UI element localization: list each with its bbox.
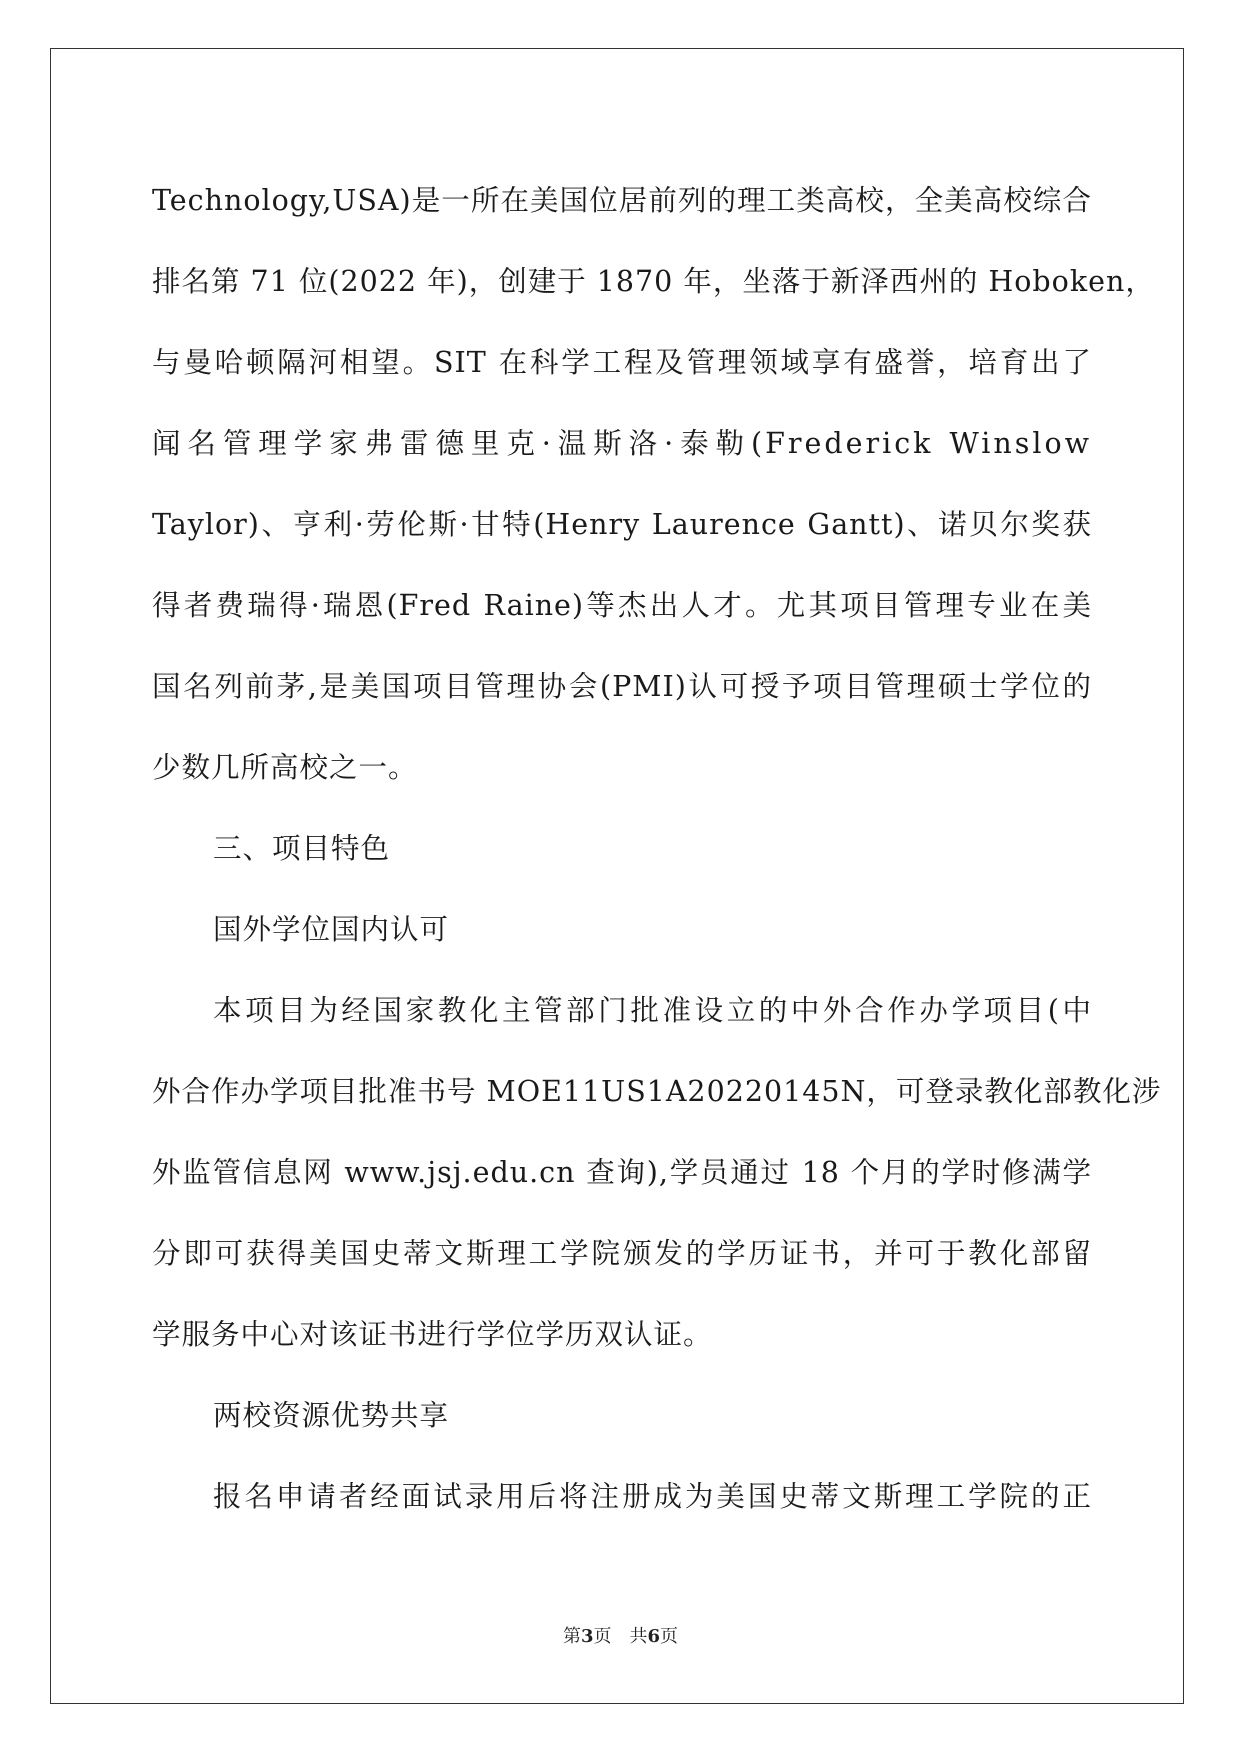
paragraph-line: 外监管信息网 www.jsj.edu.cn 查询),学员通过 18 个月的学时修满学 xyxy=(152,1156,1092,1189)
document-body xyxy=(152,160,1162,1537)
page-prefix: 第 xyxy=(562,1626,581,1647)
paragraph-line: 排名第 71 位(2022 年)，创建于 1870 年，坐落于新泽西州的 Hoboken， xyxy=(152,265,1155,298)
page-number: 3 xyxy=(580,1626,594,1647)
paragraph-line: 得者费瑞得·瑞恩(Fred Raine)等杰出人才。尤其项目管理专业在美 xyxy=(152,589,1092,622)
paragraph-line: 外合作办学项目批准书号 MOE11US1A20220145N，可登录教化部教化涉 xyxy=(152,1075,1162,1108)
paragraph-line: 少数几所高校之一。 xyxy=(152,751,418,784)
paragraph-line: Taylor)、亨利·劳伦斯·甘特(Henry Laurence Gantt)、诺贝尔奖获 xyxy=(152,508,1092,541)
page-mid: 页 共 xyxy=(593,1626,648,1647)
total-pages: 6 xyxy=(647,1626,661,1647)
page-suffix: 页 xyxy=(660,1626,679,1647)
subsection-heading: 国外学位国内认可 xyxy=(213,913,450,946)
subsection-heading: 两校资源优势共享 xyxy=(213,1399,450,1432)
paragraph-line: 国名列前茅,是美国项目管理协会(PMI)认可授予项目管理硕士学位的 xyxy=(152,670,1092,703)
paragraph-line: 报名申请者经面试录用后将注册成为美国史蒂文斯理工学院的正 xyxy=(213,1480,1092,1513)
paragraph-line: 本项目为经国家教化主管部门批准设立的中外合作办学项目(中 xyxy=(213,994,1092,1027)
section-heading: 三、项目特色 xyxy=(213,832,391,865)
page-footer xyxy=(0,1622,1241,1648)
paragraph-line: Technology,USA)是一所在美国位居前列的理工类高校，全美高校综合 xyxy=(152,184,1092,217)
paragraph-line: 分即可获得美国史蒂文斯理工学院颁发的学历证书，并可于教化部留 xyxy=(152,1237,1092,1270)
paragraph-line: 与曼哈顿隔河相望。SIT 在科学工程及管理领域享有盛誉，培育出了 xyxy=(152,346,1092,379)
paragraph-line: 闻名管理学家弗雷德里克·温斯洛·泰勒(Frederick Winslow xyxy=(152,427,1092,460)
paragraph-line: 学服务中心对该证书进行学位学历双认证。 xyxy=(152,1318,713,1351)
